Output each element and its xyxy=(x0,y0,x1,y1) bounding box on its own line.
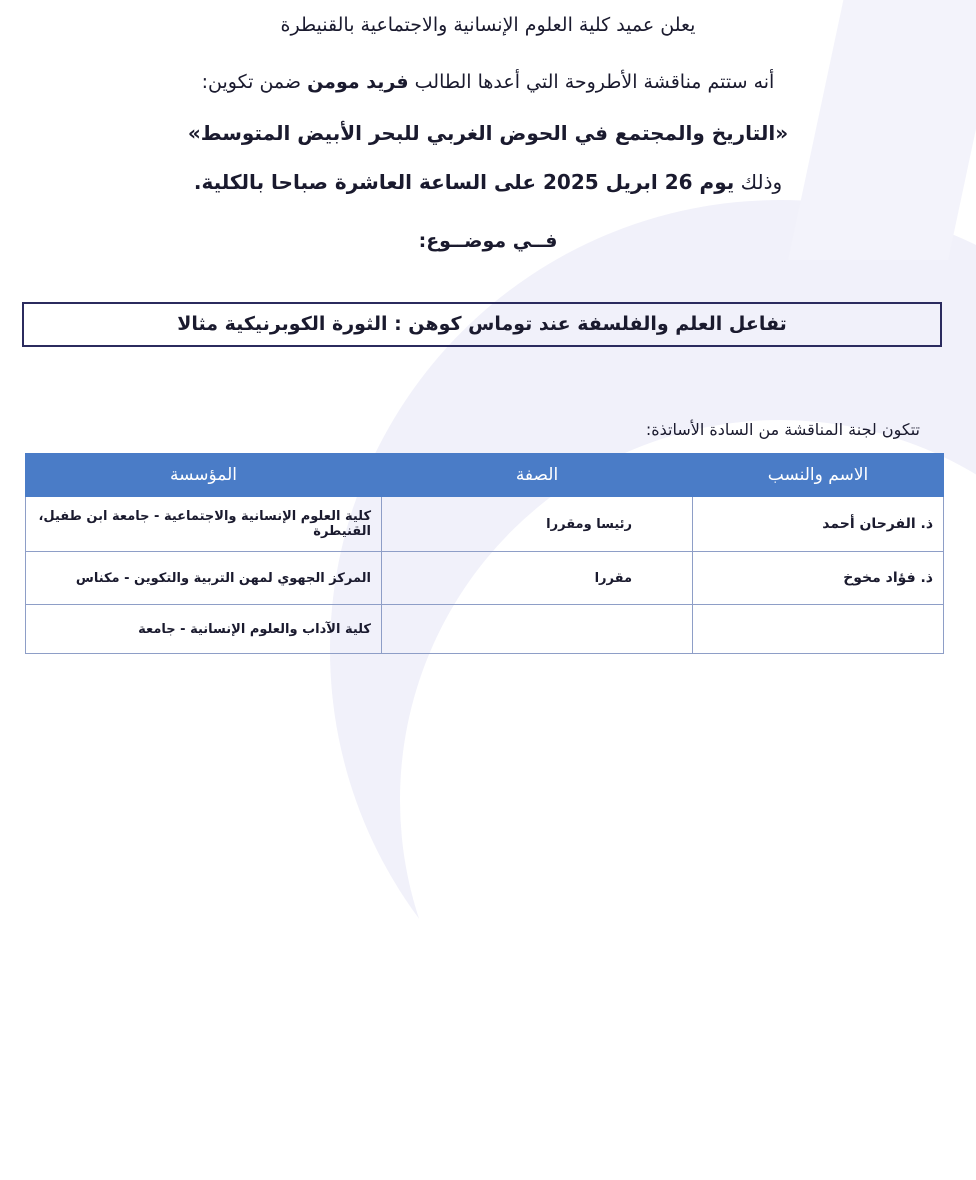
defense-notice-prefix: أنه ستتم مناقشة الأطروحة التي أعدها الطالب xyxy=(408,71,775,93)
member-institution: كلية الآداب والعلوم الإنسانية - جامعة xyxy=(26,605,382,654)
member-role: رئيسا ومقررا xyxy=(382,497,693,552)
member-role: مقررا xyxy=(382,552,693,605)
committee-intro: تتكون لجنة المناقشة من السادة الأساتذة: xyxy=(645,420,920,439)
member-name: ذ. فؤاد مخوخ xyxy=(693,552,944,605)
header-institution: المؤسسة xyxy=(26,454,382,497)
date-time: يوم 26 ابريل 2025 على الساعة العاشرة صباحا بالكلية. xyxy=(193,170,735,194)
table-header-row xyxy=(26,454,944,497)
member-name xyxy=(693,605,944,654)
table-row xyxy=(26,605,944,654)
member-name: ذ. الفرحان أحمد xyxy=(693,497,944,552)
subject-label: فــي موضــوع: xyxy=(418,230,558,252)
table-row xyxy=(26,552,944,605)
program-title: «التاريخ والمجتمع في الحوض الغربي للبحر الأبيض المتوسط» xyxy=(187,121,789,145)
committee-table xyxy=(25,453,944,654)
table-row xyxy=(26,497,944,552)
header-name: الاسم والنسب xyxy=(693,454,944,497)
header-role: الصفة xyxy=(382,454,693,497)
defense-notice xyxy=(0,71,976,93)
defense-notice-suffix: ضمن تكوين: xyxy=(201,71,308,93)
defense-date xyxy=(0,170,976,194)
date-prefix: وذلك xyxy=(734,170,783,194)
member-role xyxy=(382,605,693,654)
thesis-subject: تفاعل العلم والفلسفة عند توماس كوهن : الثورة الكوبرنيكية مثالا xyxy=(22,302,942,347)
member-institution: كلية العلوم الإنسانية والاجتماعية - جامعة ابن طفيل، القنيطرة xyxy=(26,497,382,552)
dean-announcement: يعلن عميد كلية العلوم الإنسانية والاجتماعية بالقنيطرة xyxy=(280,14,696,36)
student-name: فريد مومن xyxy=(307,71,409,93)
member-institution: المركز الجهوي لمهن التربية والتكوين - مكناس xyxy=(26,552,382,605)
